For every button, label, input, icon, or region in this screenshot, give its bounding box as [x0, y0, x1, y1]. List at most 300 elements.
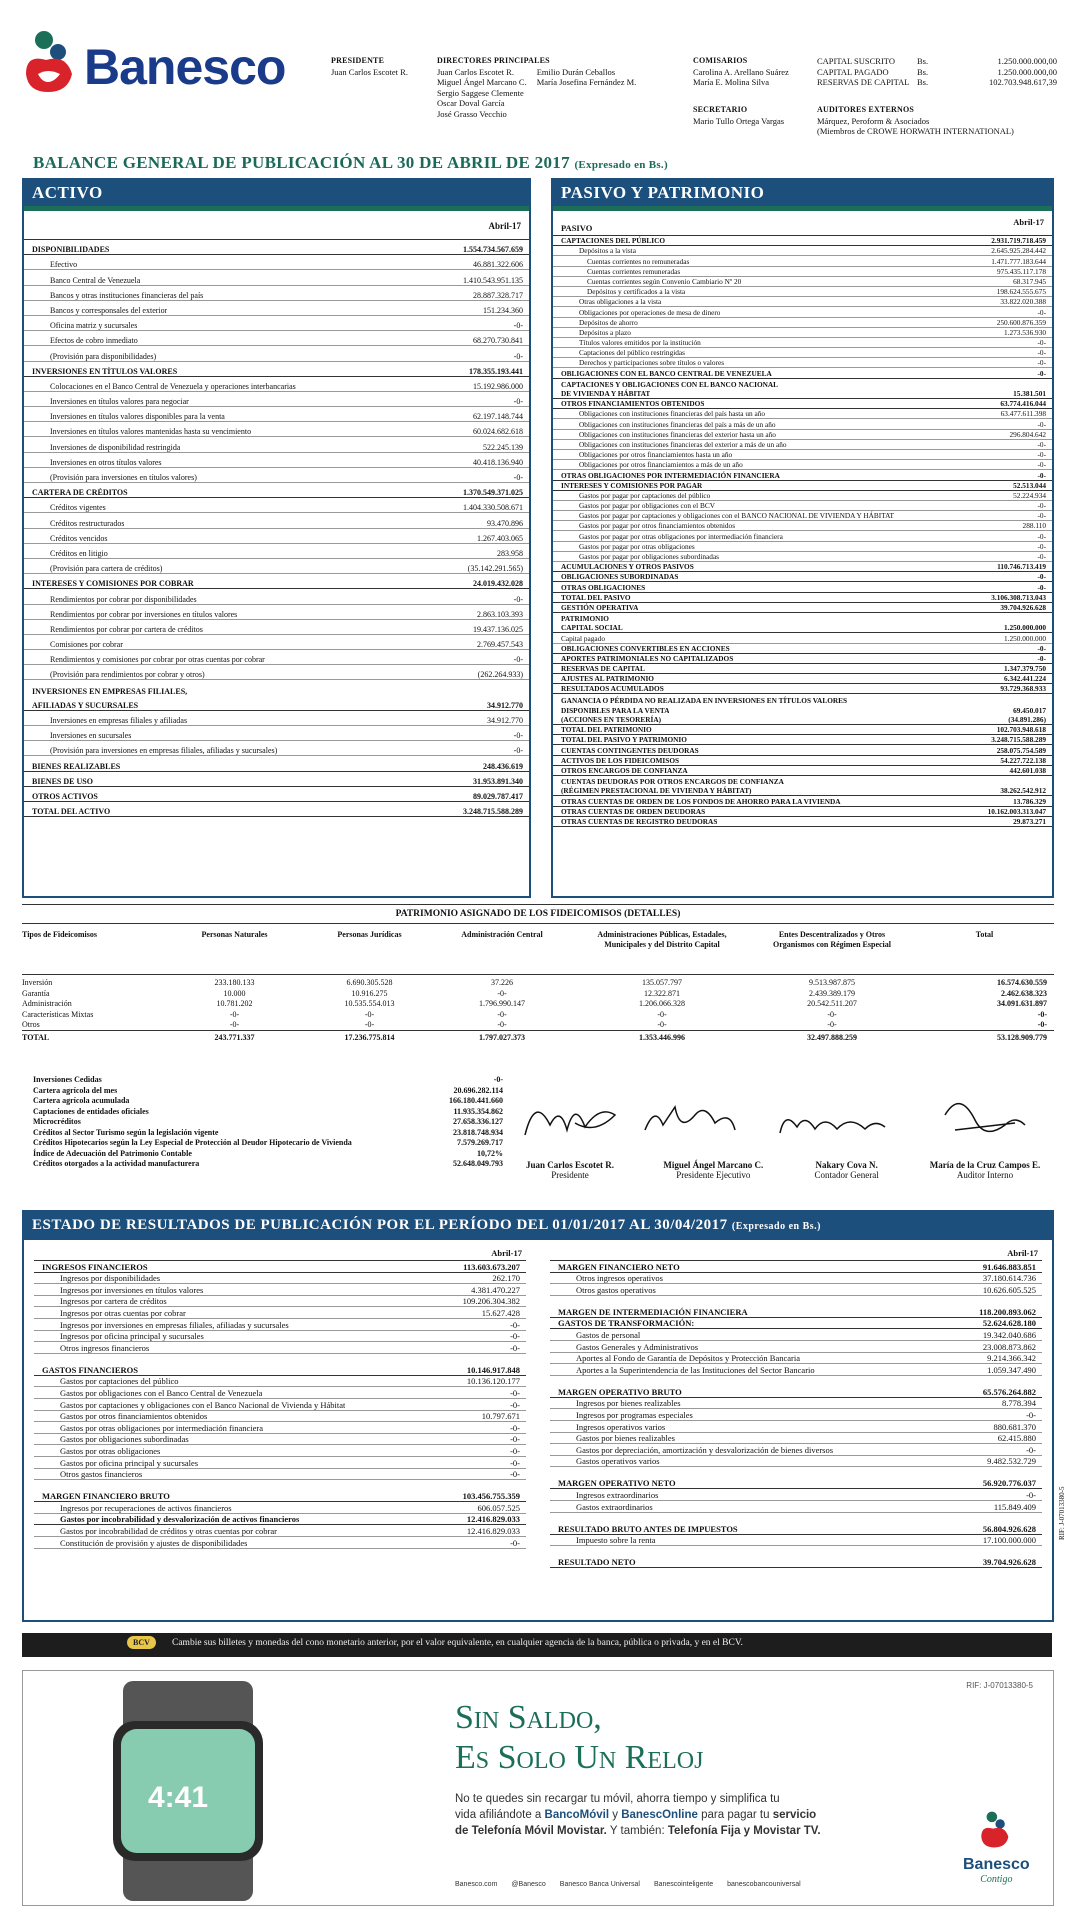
row-label: DE VIVIENDA Y HÁBITAT	[561, 389, 651, 398]
statement-row	[550, 1306, 1042, 1318]
row-value: 288.110	[1022, 521, 1046, 531]
fid-header-cell: Tipos de Fideicomisos	[22, 930, 97, 939]
fid-cell: 9.513.987.875	[809, 978, 855, 987]
statement-row	[553, 593, 1052, 603]
row-value: -0-	[1037, 541, 1046, 551]
presidente-title: PRESIDENTE	[331, 56, 385, 65]
statement-row	[550, 1353, 1042, 1365]
row-value: 198.624.555.675	[996, 287, 1046, 297]
row-label: BIENES DE USO	[32, 776, 93, 786]
ad-body-line-1: No te quedes sin recargar tu móvil, ahorra tiempo y simplifica tu	[455, 1793, 780, 1805]
ad-rif: RIF: J-07013380-5	[966, 1681, 1033, 1690]
row-value: 12.416.829.033	[466, 1514, 520, 1525]
indicador-row	[33, 1096, 503, 1107]
statement-row	[550, 1261, 1042, 1273]
row-label: TOTAL DEL ACTIVO	[32, 807, 111, 817]
row-value: 15.192.986.000	[473, 381, 523, 391]
statement-row	[553, 409, 1052, 419]
statement-row	[550, 1456, 1042, 1468]
row-value: -0-	[510, 1434, 520, 1445]
indicador-label: Cartera agrícola del mes	[33, 1085, 118, 1095]
row-label: MARGEN OPERATIVO BRUTO	[558, 1386, 682, 1397]
row-label: MARGEN FINANCIERO BRUTO	[42, 1491, 170, 1502]
row-value: 3.248.715.588.289	[991, 735, 1046, 745]
indicador-label: Créditos al Sector Turismo según la legislación vigente	[33, 1127, 219, 1137]
row-value: 118.200.893.062	[979, 1306, 1036, 1317]
row-label: Gastos por pagar por otros financiamientos obtenidos	[579, 521, 736, 531]
director-name: José Grasso Vecchio	[437, 108, 507, 119]
row-label: (Provisión para rendimientos por cobrar y otros)	[50, 670, 205, 680]
row-label: Cuentas corrientes según Convenio Cambiario Nº 20	[587, 276, 742, 286]
row-value: 52.624.628.180	[982, 1318, 1036, 1329]
row-label: Créditos restructurados	[50, 518, 125, 528]
indicador-row	[33, 1086, 503, 1097]
row-label: OTRAS OBLIGACIONES POR INTERMEDIACIÓN FINANCIERA	[561, 470, 780, 480]
rif-side: RIF: J-07013380-5	[1058, 1486, 1066, 1540]
row-value: 1.250.000.000	[1004, 623, 1046, 633]
ad-body-line-3c: Telefonía Fija y Movistar TV.	[667, 1825, 821, 1837]
indicador-label: Créditos otorgados a la actividad manufacturera	[33, 1159, 200, 1168]
capital-value: 1.250.000.000,00	[997, 66, 1057, 77]
statement-row	[553, 552, 1052, 562]
firma-role: Auditor Interno	[956, 1170, 1014, 1180]
statement-row	[24, 711, 529, 726]
row-label: Gastos por oficina principal y sucursales	[60, 1457, 199, 1468]
statement-row	[34, 1261, 526, 1273]
fideicomisos-section	[22, 904, 1054, 1064]
row-label: OTROS ACTIVOS	[32, 791, 98, 801]
statement-row	[550, 1364, 1042, 1376]
statement-row	[553, 562, 1052, 572]
statement-row	[34, 1491, 526, 1503]
row-label: Obligaciones con instituciones financieras del país hasta un año	[579, 409, 766, 419]
row-value: 110.746.713.419	[997, 562, 1046, 572]
row-label: OTRAS CUENTAS DE ORDEN DE LOS FONDOS DE AHORRO PARA LA VIVIENDA	[561, 796, 841, 806]
statement-row	[553, 694, 1052, 704]
statement-row	[24, 529, 529, 544]
balance-subtitle: (Expresado en Bs.)	[574, 159, 668, 171]
capital-currency: Bs.	[917, 77, 929, 87]
statement-row	[24, 286, 529, 301]
row-value: 975.435.117.178	[997, 266, 1046, 276]
row-label: Gastos por pagar por captaciones y obligaciones con el BANCO NACIONAL DE VIVIENDA Y HÁBITAT	[579, 511, 895, 521]
row-value: 91.646.883.851	[982, 1261, 1036, 1272]
row-label: Aportes al Fondo de Garantía de Depósitos y Protección Bancaria	[576, 1353, 801, 1364]
row-value: -0-	[1037, 511, 1046, 521]
fid-header-cell: Total	[975, 930, 994, 939]
fid-cell: 10.000	[223, 988, 246, 998]
resultados-left	[34, 1244, 526, 1568]
row-value: -0-	[1037, 419, 1046, 429]
statement-row	[553, 236, 1052, 246]
statement-row	[24, 787, 529, 802]
capital-currency: Bs.	[917, 66, 929, 77]
row-value: 19.342.040.686	[982, 1330, 1036, 1340]
row-label: Ingresos extraordinarios	[576, 1490, 659, 1500]
row-label: Gastos extraordinarios	[576, 1501, 653, 1512]
capital-block	[817, 56, 1057, 88]
row-value: -0-	[510, 1331, 520, 1342]
statement-row	[24, 756, 529, 771]
row-label: (ACCIONES EN TESORERÍA)	[561, 715, 662, 724]
directores-title: DIRECTORES PRINCIPALES	[437, 56, 550, 65]
statement-row	[34, 1445, 526, 1457]
resultados-period: Abril-17	[34, 1244, 526, 1261]
auditores-title: AUDITORES EXTERNOS	[817, 105, 915, 114]
row-value: 1.471.777.183.644	[991, 256, 1046, 266]
row-value: -0-	[1037, 439, 1046, 449]
row-label: Cuentas corrientes no remuneradas	[587, 256, 690, 266]
row-label: AFILIADAS Y SUCURSALES	[32, 700, 139, 710]
row-label: Gastos por pagar por captaciones del público	[579, 490, 711, 500]
statement-row	[553, 358, 1052, 368]
banesco-logo-icon	[978, 1811, 1014, 1851]
spacer-row	[34, 1480, 526, 1490]
fid-cell: -0-	[657, 1020, 667, 1029]
capital-currency: Bs.	[917, 56, 929, 66]
indicador-label: Créditos Hipotecarios según la Ley Especial de Protección al Deudor Hipotecario de Vivienda	[33, 1138, 352, 1147]
firma-role: Contador General	[814, 1170, 879, 1180]
statement-row	[34, 1284, 526, 1296]
row-value: (34.891.286)	[1008, 715, 1046, 724]
row-value: -0-	[513, 655, 523, 665]
row-label: Ingresos operativos varios	[576, 1421, 666, 1432]
row-value: 880.681.370	[993, 1421, 1036, 1432]
social-link-facebook[interactable]: Banesco Banca Universal	[559, 1881, 640, 1888]
statement-row	[24, 240, 529, 255]
fid-cell: Inversión	[22, 978, 53, 987]
statement-row	[553, 460, 1052, 470]
indicador-label: Microcréditos	[33, 1117, 81, 1126]
fid-cell: 34.091.631.897	[997, 999, 1047, 1008]
fid-cell: TOTAL	[22, 1032, 50, 1042]
pasivo-panel	[551, 178, 1054, 898]
row-label: Rendimientos por cobrar por cartera de créditos	[50, 624, 203, 634]
row-label: Gastos por otros financiamientos obtenidos	[60, 1411, 208, 1422]
row-label: TOTAL DEL PASIVO	[561, 592, 631, 602]
banesco-logo	[22, 30, 322, 100]
ad-body-line-2a: vida afiliándote a	[455, 1809, 545, 1821]
statement-row	[553, 511, 1052, 521]
statement-row	[550, 1398, 1042, 1410]
fid-cell: 10.781.202	[216, 999, 253, 1008]
advertisement	[22, 1670, 1054, 1906]
statement-row	[24, 301, 529, 316]
row-value: (35.142.291.565)	[467, 564, 523, 574]
row-value: 62.415.880	[997, 1433, 1036, 1444]
row-label: INVERSIONES EN TÍTULOS VALORES	[32, 366, 178, 376]
row-value: -0-	[513, 351, 523, 361]
ad-body-line-2c: para pagar tu	[697, 1809, 773, 1821]
statement-row	[34, 1307, 526, 1319]
statement-row	[553, 756, 1052, 766]
row-value: -0-	[1037, 358, 1046, 368]
bcv-badge: BCV	[127, 1636, 156, 1649]
row-value: -0-	[510, 1399, 520, 1410]
fid-header-cell: Administraciones Públicas, Estadales, Municipales y del Distrito Capital	[597, 930, 727, 949]
row-label: Depósitos de ahorro	[579, 317, 638, 327]
row-label: TOTAL DEL PASIVO Y PATRIMONIO	[561, 735, 687, 745]
row-label: Depósitos y certificados a la vista	[587, 287, 686, 297]
firma-role: Presidente	[551, 1170, 589, 1180]
fid-cell: -0-	[657, 1009, 667, 1019]
resultados-title: ESTADO DE RESULTADOS DE PUBLICACIÓN POR EL PERÍODO DEL 01/01/2017 AL 30/04/2017	[32, 1217, 728, 1233]
row-label: OTRAS CUENTAS DE ORDEN DEUDORAS	[561, 806, 706, 816]
row-label: OTRAS CUENTAS DE REGISTRO DEUDORAS	[561, 816, 718, 826]
statement-row	[553, 379, 1052, 389]
pasivo-col-label: PASIVO	[561, 223, 593, 233]
row-label: Gastos por captaciones del público	[60, 1376, 179, 1387]
row-value: 23.008.873.862	[982, 1341, 1036, 1352]
row-label: Otros gastos financieros	[60, 1469, 143, 1480]
comisarios-block	[693, 56, 789, 88]
fid-cell: -0-	[1037, 1009, 1047, 1019]
statement-row	[34, 1434, 526, 1446]
row-label: RESULTADOS ACUMULADOS	[561, 684, 664, 694]
row-value: -0-	[510, 1387, 520, 1398]
social-link-youtube[interactable]: banescobancouniversal	[727, 1881, 801, 1888]
row-label: Depósitos a la vista	[579, 246, 636, 256]
fideicomisos-title: PATRIMONIO ASIGNADO DE LOS FIDEICOMISOS (DETALLES)	[22, 905, 1054, 924]
statement-row	[550, 1329, 1042, 1341]
statement-row	[553, 531, 1052, 541]
row-label: RESERVAS DE CAPITAL	[561, 664, 645, 674]
row-label: (Provisión para inversiones en empresas filiales, afiliadas y sucursales)	[50, 746, 278, 756]
social-link-instagram[interactable]: Banescointeligente	[653, 1881, 714, 1888]
row-label: Ingresos por recuperaciones de activos financieros	[60, 1502, 232, 1513]
row-label: GASTOS FINANCIEROS	[42, 1364, 138, 1375]
row-value: 606.057.525	[477, 1502, 520, 1513]
statement-row	[553, 267, 1052, 277]
row-value: 52.224.934	[1013, 490, 1046, 500]
statement-row	[553, 450, 1052, 460]
statement-row	[34, 1457, 526, 1469]
row-label: Rendimientos por cobrar por inversiones en títulos valores	[50, 609, 238, 619]
row-value: 2.769.457.543	[477, 640, 523, 650]
row-value: 283.958	[497, 548, 523, 558]
statement-row	[553, 287, 1052, 297]
resultados-panel	[22, 1210, 1054, 1622]
row-value: -0-	[1037, 501, 1046, 511]
row-value: 40.418.136.940	[473, 457, 523, 467]
row-label: Depósitos a plazo	[579, 327, 631, 337]
fid-cell: -0-	[497, 988, 507, 998]
fid-cell: 233.180.133	[214, 978, 255, 987]
firmas-block	[505, 1085, 1055, 1185]
statement-row	[550, 1489, 1042, 1501]
statement-row	[24, 270, 529, 285]
firma-contador	[792, 1160, 902, 1180]
row-label: GANANCIA O PÉRDIDA NO REALIZADA EN INVERSIONES EN TÍTULOS VALORES	[561, 695, 848, 705]
statement-row	[553, 328, 1052, 338]
fid-cell: 17.236.775.814	[344, 1032, 395, 1042]
statement-row	[24, 422, 529, 437]
statement-row	[34, 1296, 526, 1308]
row-label: Otros ingresos financieros	[60, 1342, 150, 1353]
row-value: 62.197.148.744	[473, 412, 523, 422]
row-value: 17.100.000.000	[982, 1535, 1036, 1546]
row-value: -0-	[1037, 368, 1046, 378]
fid-total-divider	[22, 1030, 1054, 1031]
row-label: (Provisión para disponibilidades)	[50, 351, 157, 361]
row-label: Obligaciones con instituciones financieras del país a más de un año	[579, 419, 776, 429]
row-value: 258.075.754.589	[996, 745, 1046, 755]
statement-row	[550, 1444, 1042, 1456]
statement-row	[34, 1514, 526, 1526]
row-label: Gastos por depreciación, amortización y desvalorización de bienes diversos	[576, 1444, 834, 1455]
indicador-row	[33, 1117, 503, 1128]
comisarios-title: COMISARIOS	[693, 56, 748, 65]
fid-cell: 1.796.990.147	[479, 999, 525, 1008]
statement-row	[24, 635, 529, 650]
spacer-row	[550, 1513, 1042, 1523]
row-value: 46.881.322.606	[473, 260, 523, 270]
row-label: ACTIVOS DE LOS FIDEICOMISOS	[561, 755, 680, 765]
row-label: Inversiones en empresas filiales y afiliadas	[50, 716, 188, 725]
fid-cell: -0-	[364, 1009, 375, 1019]
director-name: Emilio Durán Ceballos	[536, 66, 616, 77]
capital-label: RESERVAS DE CAPITAL	[817, 77, 910, 87]
presidente-block	[331, 56, 408, 77]
statement-row	[24, 483, 529, 498]
row-value: -0-	[513, 473, 523, 482]
row-label: CAPITAL SOCIAL	[561, 623, 623, 633]
row-label: Gastos por otras obligaciones	[60, 1445, 161, 1456]
statement-row	[34, 1502, 526, 1514]
statement-row	[553, 684, 1052, 694]
row-value: -0-	[1037, 338, 1046, 348]
statement-row	[553, 542, 1052, 552]
row-value: 15.627.428	[481, 1307, 520, 1318]
row-label: Colocaciones en el Banco Central de Venezuela y operaciones interbancarias	[50, 381, 296, 391]
statement-row	[550, 1341, 1042, 1353]
row-label: Gastos por incobrabilidad y desvalorización de activos financieros	[60, 1514, 300, 1525]
row-value: 2.931.719.718.459	[991, 236, 1046, 246]
row-label: Inversiones en títulos valores para negociar	[50, 397, 189, 407]
social-link-web[interactable]: Banesco.com	[455, 1881, 498, 1888]
social-link-twitter[interactable]: @Banesco	[511, 1881, 546, 1888]
row-label: Títulos valores emitidos por la institución	[579, 338, 701, 348]
statement-row	[553, 786, 1052, 796]
fid-cell: 53.128.909.779	[997, 1032, 1047, 1042]
row-label: Ingresos por otras cuentas por cobrar	[60, 1307, 186, 1318]
row-value: -0-	[1037, 552, 1046, 561]
row-value: -0-	[1037, 460, 1046, 470]
row-label: Ingresos por cartera de créditos	[60, 1296, 167, 1307]
row-value: 3.106.308.713.043	[991, 592, 1046, 602]
row-label: Gastos por otras obligaciones por intermediación financiera	[60, 1422, 263, 1433]
statement-row	[34, 1469, 526, 1481]
row-label: Gastos por incobrabilidad de créditos y otras cuentas por cobrar	[60, 1525, 277, 1536]
row-value: 3.248.715.588.289	[463, 807, 523, 817]
row-label: Gastos por bienes realizables	[576, 1433, 675, 1444]
statement-row	[550, 1273, 1042, 1285]
row-label: Comisiones por cobrar	[50, 640, 123, 650]
capital-value: 102.703.948.617,39	[989, 77, 1057, 87]
row-label: OTRAS OBLIGACIONES	[561, 582, 646, 592]
row-label: Ingresos por inversiones en empresas filiales, afiliadas y sucursales	[60, 1319, 289, 1330]
statement-row	[553, 715, 1052, 725]
firma-role: Presidente Ejecutivo	[676, 1170, 751, 1180]
row-label: (Provisión para cartera de créditos)	[50, 564, 163, 574]
ad-body-line-2d: servicio	[772, 1809, 817, 1821]
activo-period: Abril-17	[24, 211, 529, 240]
statement-row	[24, 407, 529, 422]
row-label: Efectivo	[50, 260, 78, 270]
row-value: 9.482.532.729	[987, 1456, 1036, 1467]
statement-row	[553, 419, 1052, 429]
row-label: RESULTADO BRUTO ANTES DE IMPUESTOS	[558, 1523, 738, 1534]
statement-row	[34, 1364, 526, 1376]
row-label: CARTERA DE CRÉDITOS	[32, 488, 128, 498]
statement-row	[550, 1409, 1042, 1421]
row-label: CUENTAS DEUDORAS POR OTROS ENCARGOS DE CONFIANZA	[561, 777, 784, 787]
row-value: 102.703.948.618	[996, 725, 1046, 735]
row-value: 1.273.536.930	[1004, 327, 1046, 337]
row-value: 68.270.730.841	[473, 336, 523, 346]
row-label: OBLIGACIONES CON EL BANCO CENTRAL DE VENEZUELA	[561, 368, 772, 378]
statement-row	[553, 735, 1052, 745]
directores-block	[437, 56, 636, 119]
fideicomisos-table	[22, 924, 1054, 1054]
row-label: Créditos vigentes	[50, 503, 106, 513]
statement-row	[553, 807, 1052, 817]
indicador-row	[33, 1128, 503, 1139]
row-value: 151.234.360	[483, 305, 523, 315]
fid-cell: Garantía	[22, 988, 50, 998]
row-value: 60.024.682.618	[473, 427, 523, 437]
ad-logo-text: Banesco	[963, 1856, 1030, 1873]
row-value: 29.873.271	[1013, 816, 1046, 826]
row-label: Gastos por pagar por obligaciones subordinadas	[579, 552, 720, 561]
row-value: 54.227.722.138	[1000, 755, 1046, 765]
row-label: Gastos por pagar por otras obligaciones	[579, 541, 695, 551]
row-value: -0-	[1026, 1490, 1036, 1500]
row-value: 34.912.770	[487, 716, 523, 725]
statement-row	[24, 802, 529, 817]
ad-brand-bancomovil: BancoMóvil	[544, 1809, 610, 1821]
row-label: OBLIGACIONES SUBORDINADAS	[561, 572, 679, 582]
statement-row	[553, 389, 1052, 399]
row-value: -0-	[513, 746, 523, 756]
pasivo-period: Abril-17	[1013, 217, 1044, 227]
statement-row	[34, 1399, 526, 1411]
ad-body-line-3a: de Telefonía Móvil Movistar.	[455, 1825, 607, 1837]
director-name: Oscar Doval García	[437, 98, 505, 108]
row-label: Gastos Generales y Administrativos	[576, 1341, 699, 1352]
row-value: 39.704.926.628	[1000, 602, 1046, 612]
statement-row	[553, 399, 1052, 409]
ad-body-line-3b: Y también:	[606, 1825, 668, 1837]
fid-cell: -0-	[497, 1009, 507, 1019]
fid-cell: -0-	[229, 1009, 240, 1019]
statement-row	[24, 453, 529, 468]
director-name: Miguel Ángel Marcano C.	[437, 77, 527, 87]
fid-cell: 2.439.389.179	[809, 988, 855, 998]
statement-row	[34, 1331, 526, 1343]
row-label: Gastos por pagar por otras obligaciones por intermediación financiera	[579, 531, 783, 541]
statement-row	[24, 498, 529, 513]
statement-row	[24, 559, 529, 574]
row-value: -0-	[1037, 470, 1046, 480]
statement-row	[553, 654, 1052, 664]
row-value: 248.436.619	[483, 761, 523, 771]
indicador-value: 7.579.269.717	[457, 1138, 503, 1147]
row-label: Banco Central de Venezuela	[50, 275, 141, 285]
statement-row	[24, 468, 529, 483]
row-value: 8.778.394	[1002, 1398, 1036, 1409]
row-value: 10.162.003.313.047	[987, 806, 1046, 816]
